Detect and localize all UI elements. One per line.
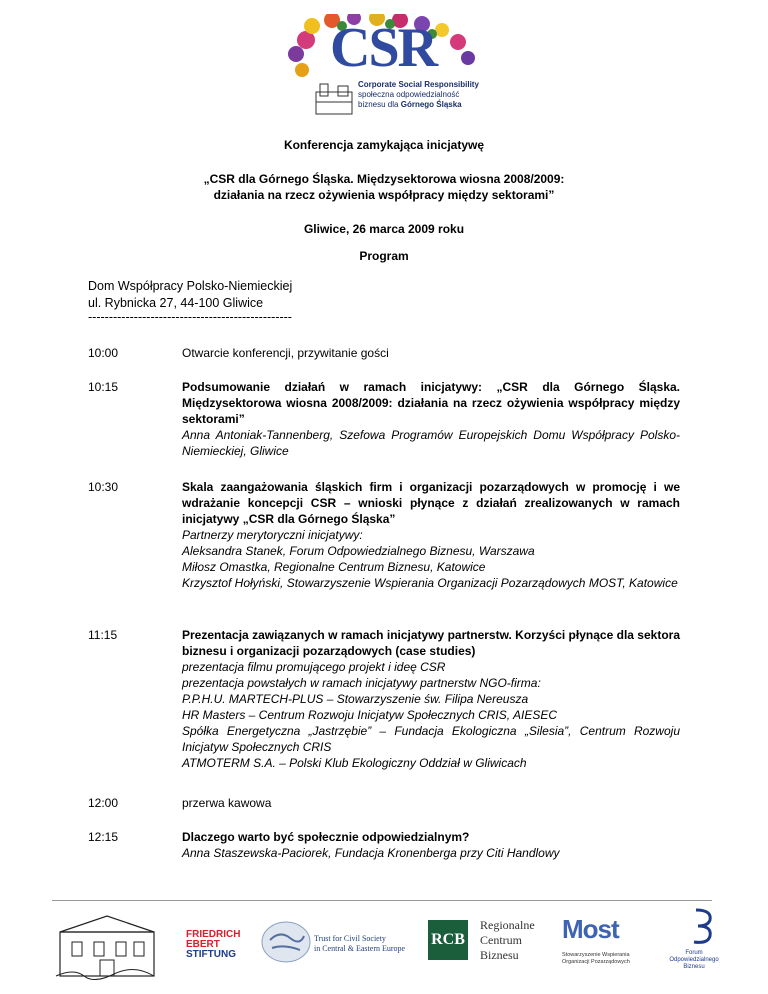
rcb-line-2: Centrum <box>480 933 522 947</box>
castle-icon <box>312 82 356 116</box>
forum-line-2: Odpowiedzialnego <box>669 957 719 963</box>
csr-logo <box>282 14 492 118</box>
agenda-time: 12:15 <box>88 830 119 844</box>
venue-divider: ------------------------------------------------- <box>88 310 292 324</box>
conference-title: Konferencja zamykająca inicjatywę <box>283 138 485 152</box>
forum-line-3: Biznesu <box>683 964 705 970</box>
fes-line-3: STIFTUNG <box>186 949 236 960</box>
agenda-line: Miłosz Omastka, Regionalne Centrum Biznesu, Katowice <box>182 560 486 574</box>
agenda-time: 10:15 <box>88 380 119 394</box>
tcs-line-1: Trust for Civil Society <box>314 934 386 943</box>
venue-address: ul. Rybnicka 27, 44-100 Gliwice <box>88 296 264 310</box>
palace-drawing-icon <box>54 912 160 980</box>
fes-line-2: EBERT <box>186 939 220 950</box>
agenda-item <box>88 627 680 771</box>
forum-logo-text <box>664 950 724 971</box>
rcb-logo-mark: RCB <box>428 920 468 960</box>
agenda-speaker: Anna Antoniak-Tannenberg, Szefowa Programów Europejskich Domu Współpracy Polsko-Niemieckiej, Gliwice <box>182 428 680 458</box>
agenda-line: prezentacja filmu promującego projekt i ideę CSR <box>182 660 446 674</box>
agenda-title: Dlaczego warto być społecznie odpowiedzialnym? <box>182 830 470 844</box>
tcs-globe-icon <box>260 916 312 964</box>
logo-line-3-bold: Górnego Śląska <box>400 100 462 109</box>
event-date: Gliwice, 26 marca 2009 roku <box>303 222 465 236</box>
program-heading: Program <box>359 249 409 263</box>
most-sub-line-2: Organizacji Pozarządowych <box>562 959 630 965</box>
footer-divider <box>52 900 712 901</box>
venue-name: Dom Współpracy Polsko-Niemieckiej <box>88 279 293 293</box>
fes-line-1: FRIEDRICH <box>186 929 241 940</box>
subtitle-line-1: „CSR dla Górnego Śląska. Międzysektorowa wiosna 2008/2009: <box>203 172 565 186</box>
logo-line-3 <box>358 100 479 110</box>
venue-block <box>88 278 292 322</box>
agenda-line: Krzysztof Hołyński, Stowarzyszenie Wspierania Organizacji Pozarządowych MOST, Katowice <box>182 576 678 590</box>
agenda-title: Skala zaangażowania śląskich firm i organizacji pozarządowych w promocję i we wdrażanie koncepcji CSR – wnioski płynące z działań zrealizowanych w ramach inicjatywy „CSR dla Górnego Śląska” <box>182 480 680 526</box>
agenda-title: Podsumowanie działań w ramach inicjatywy: „CSR dla Górnego Śląska. Międzysektorowa wiosna 2008/2009: działania na rzecz ożywienia współpracy między sektorami” <box>182 380 680 426</box>
rcb-line-1: Regionalne <box>480 918 535 932</box>
tcs-logo-text <box>314 934 405 954</box>
agenda-line: ATMOTERM S.A. – Polski Klub Ekologiczny Oddział w Gliwicach <box>182 756 527 770</box>
agenda-item <box>88 379 680 459</box>
forum-line-1: Forum <box>685 950 703 956</box>
rcb-logo-text <box>480 918 535 963</box>
forum-logo-icon <box>690 906 716 946</box>
agenda-text: przerwa kawowa <box>182 796 272 810</box>
agenda-line: Spółka Energetyczna „Jastrzębie” – Fundacja Ekologiczna „Silesia”, Centrum Rozwoju Inicjatyw Społecznych CRIS <box>182 724 680 754</box>
agenda-line: prezentacja powstałych w ramach inicjatywy partnerstw NGO-firma: <box>182 676 541 690</box>
fes-logo <box>186 930 240 960</box>
agenda-line: P.P.H.U. MARTECH-PLUS – Stowarzyszenie św. Filipa Nereusza <box>182 692 529 706</box>
agenda-time: 10:00 <box>88 346 119 360</box>
csr-logo-caption <box>358 80 479 110</box>
agenda-item <box>88 345 680 361</box>
csr-logo-title: CSR <box>330 17 437 79</box>
agenda-title: Prezentacja zawiązanych w ramach inicjatywy partnerstw. Korzyści płynące dla sektora biznesu i organizacji pozarządowych (case studies) <box>182 628 680 658</box>
logo-line-3-prefix: biznesu dla <box>358 100 399 109</box>
most-logo-caption <box>562 952 630 966</box>
logo-line-1: Corporate Social Responsibility <box>358 80 479 89</box>
agenda-line: Partnerzy merytoryczni inicjatywy: <box>182 528 363 542</box>
agenda-item <box>88 795 680 811</box>
agenda-speaker: Anna Staszewska-Paciorek, Fundacja Kronenberga przy Citi Handlowy <box>182 846 560 860</box>
subtitle-line-2: działania na rzecz ożywienia współpracy między sektorami” <box>213 188 555 202</box>
agenda-time: 10:30 <box>88 480 119 494</box>
most-sub-line-1: Stowarzyszenie Wspierania <box>562 952 630 958</box>
agenda-time: 12:00 <box>88 796 119 810</box>
tcs-line-2: in Central & Eastern Europe <box>314 944 406 953</box>
agenda-item <box>88 829 680 861</box>
agenda-text: Otwarcie konferencji, przywitanie gości <box>182 346 389 360</box>
logo-line-2: społeczna odpowiedzialność <box>358 90 460 99</box>
most-logo: Most <box>562 914 619 944</box>
rcb-line-3: Biznesu <box>480 948 519 962</box>
agenda-line: Aleksandra Stanek, Forum Odpowiedzialnego Biznesu, Warszawa <box>182 544 535 558</box>
agenda-line: HR Masters – Centrum Rozwoju Inicjatyw Społecznych CRIS, AIESEC <box>182 708 558 722</box>
agenda-item <box>88 479 680 591</box>
agenda-time: 11:15 <box>88 628 118 642</box>
